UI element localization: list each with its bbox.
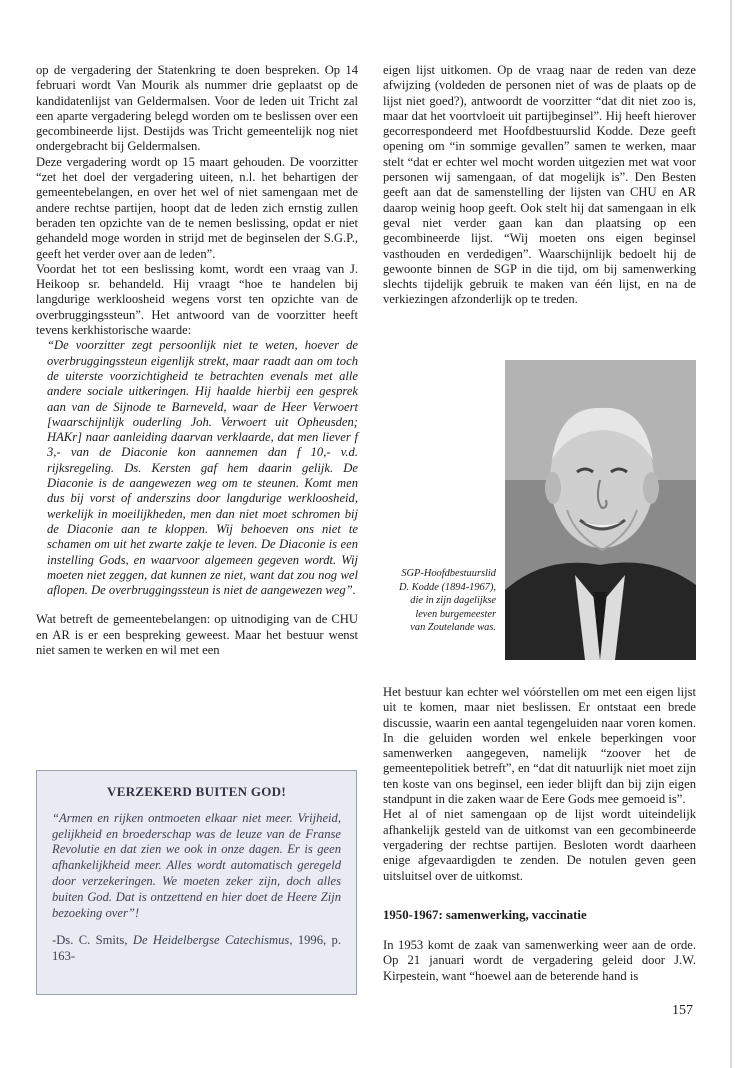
page-edge (730, 0, 732, 1068)
paragraph: Wat betreft de gemeentebelangen: op uitnodiging van de CHU en AR is er een bespreking geweest. Maar het bestuur wenst niet samen te werken en wil met een (36, 612, 358, 657)
caption-line: die in zijn dagelijkse (410, 595, 496, 607)
paragraph: In 1953 komt de zaak van samenwerking weer aan de orde. Op 21 januari wordt de vergadering geleid door J.W. Kirpestein, want “hoewel aan de beterende hand is (383, 938, 696, 983)
source-author: -Ds. C. Smits, (52, 933, 133, 948)
quote-text: “De voorzitter zegt persoonlijk niet te weten, hoever de overbruggingssteun eigenlijk strekt, maar raadt aan om toch de uiterste voorzichtigheid te betrachten evenals met alle andere sociale uitkeringen. Hij haalde hierbij een gesprek aan van de Sijnode te Barneveld, waar de Heer Verwoert [waarschijnlijk ouderling Joh. Verwoert uit Opheusden; HAKr] naar aanleiding daarvan verklaarde, dat men liever f 3,- van de Diaconie kon aannemen dan f 10,- v.d. rijksregeling. Ds. Kersten gaf hem daarin gelijk. De Diaconie is de aangewezen weg om te steunen. Komt men dus bij vorst of anderszins door langdurige werkloosheid, werkelijk in moeilijkheden, men dan niet moet schromen bij de Diaconie aan te kloppen. Wij behoeven ons niet te schamen om uit het zwarte zakje te leven. De Diaconie is een instelling Gods, en waarvoor algemeen gegeven wordt. Wij moeten niet zeggen, dat kunnen ze niet, want dat zou nog wel aflopen. De overbruggingssteun is niet de aangewezen weg”. (47, 338, 358, 598)
portrait-illustration (505, 360, 696, 660)
section-heading: 1950-1967: samenwerking, vaccinatie (383, 908, 587, 922)
caption-line: D. Kodde (1894-1967), (399, 581, 496, 593)
paragraph: Deze vergadering wordt op 15 maart gehouden. De voorzitter “zet het doel der vergadering uiteen, n.l. het behartigen der gemeentebelangen, en over het wel of niet samengaan met de andere rechtse partijen, hoopt dat de leden zich ernstig zullen beraden ten opzichte van de te nemen beslissing, opdat er niet gehandeld moge worden in strijd met de beginselen der S.G.P., geeft het verder over aan de leden”. (36, 154, 358, 261)
sidebar-title: VERZEKERD BUITEN GOD! (107, 784, 286, 799)
paragraph: Het al of niet samengaan op de lijst wordt uiteindelijk afhankelijk gesteld van de uitkomst van een gecombineerde vergadering der rechtse partijen. Besloten wordt daarheen enige afgevaardigden te zenden. De notulen geven geen uitsluitsel over de uitkomst. (383, 807, 696, 883)
photo-caption (362, 567, 496, 635)
right-column-last (383, 938, 696, 984)
block-quote (36, 338, 358, 598)
sidebar-quote: “Armen en rijken ontmoeten elkaar niet meer. Vrijheid, gelijkheid en broederschap was de leuze van de Franse Revolutie en dat zien we ook in onze dagen. Er is geen afhankelijkheid meer. Alles wordt automatisch geregeld door verzekeringen. We moeten zeker zijn, doch alles buiten God. Dat is ontzettend en hier doet de Heere Zijn bezoeking over”! (52, 810, 341, 920)
source-title: De Heidelbergse Catechismus (132, 933, 290, 948)
left-column (36, 63, 358, 658)
sidebar-source (52, 933, 341, 965)
paragraph: Het bestuur kan echter wel vóórstellen om met een eigen lijst uit te komen, maar niet beslissen. Er ontstaat een brede discussie, waarin een aantal tegengeluiden naar voren komen. In die geluiden worden wel enkele beperkingen voor samenwerken aangegeven, namelijk “zoover het de gemeentepolitiek betreft”, en “dat dit natuurlijk niet moet zijn ten koste van ons beginsel, een ieder blijft dan bij zijn eigen standpunt in die zaken waar de Eere Gods mee gemoeid is”. (383, 685, 696, 807)
caption-line: van Zoutelande was. (410, 622, 496, 634)
right-column-lower (383, 685, 696, 884)
paragraph: eigen lijst uitkomen. Op de vraag naar de reden van deze afwijzing (voldeden de personen niet of was de plaats op de lijst niet goed?), antwoordt de voorzitter “dat dit niet zoo is, maar dat het voortvloeit uit partijbeginsel”. Hij heeft hierover gecorrespondeerd met Hoofdbestuurslid Kodde. Deze geeft opening om “in sommige gevallen” samen te werken, maar stelt “dat er echter wel mocht worden uitgezien met wat voor personen wij samengaan, of dat mogelijk is”. Den Besten geeft aan dat de samenstelling der lijsten van CHU en AR daarop weinig hoop geeft. Ook stelt hij dat samengaan in elk geval niet verder gaan kan dan plaatsing op een gecombineerde lijst. “Wij moeten ons eigen beginsel vasthouden en verdedigen”. Waarschijnlijk bedoelt hij de gewoonte binnen de SGP in die tijd, om bij samenwerking slechts tijdelijk gebruik te maken van één lijst, en na de verkiezingen afzonderlijk op te treden. (383, 63, 696, 307)
paragraph: op de vergadering der Statenkring te doen bespreken. Op 14 februari wordt Van Mourik als nummer drie geplaatst op de kandidatenlijst van Geldermalsen. Voor de leden uit Tricht zal een aparte vergadering belegd worden om te beslissen over een gecombineerde lijst. Destijds was Tricht gemeentelijk nog niet ondergebracht bij Geldermalsen. (36, 63, 358, 154)
sidebar-box (36, 770, 357, 995)
caption-line: leven burgemeester (415, 608, 496, 620)
caption-line: SGP-Hoofdbestuurslid (401, 568, 496, 579)
source-details: , 1996, p. 163- (52, 933, 341, 964)
paragraph: Voordat het tot een beslissing komt, wordt een vraag van J. Heikoop sr. behandeld. Hij vraagt “hoe te handelen bij langdurige werkloosheid wegens vorst ten opzichte van de overbruggingssteun”. Het antwoord van de voorzitter heeft tevens kerkhistorische waarde: (36, 261, 358, 338)
page-number: 157 (672, 1003, 693, 1018)
right-column (383, 63, 696, 308)
portrait-photo (505, 360, 696, 660)
